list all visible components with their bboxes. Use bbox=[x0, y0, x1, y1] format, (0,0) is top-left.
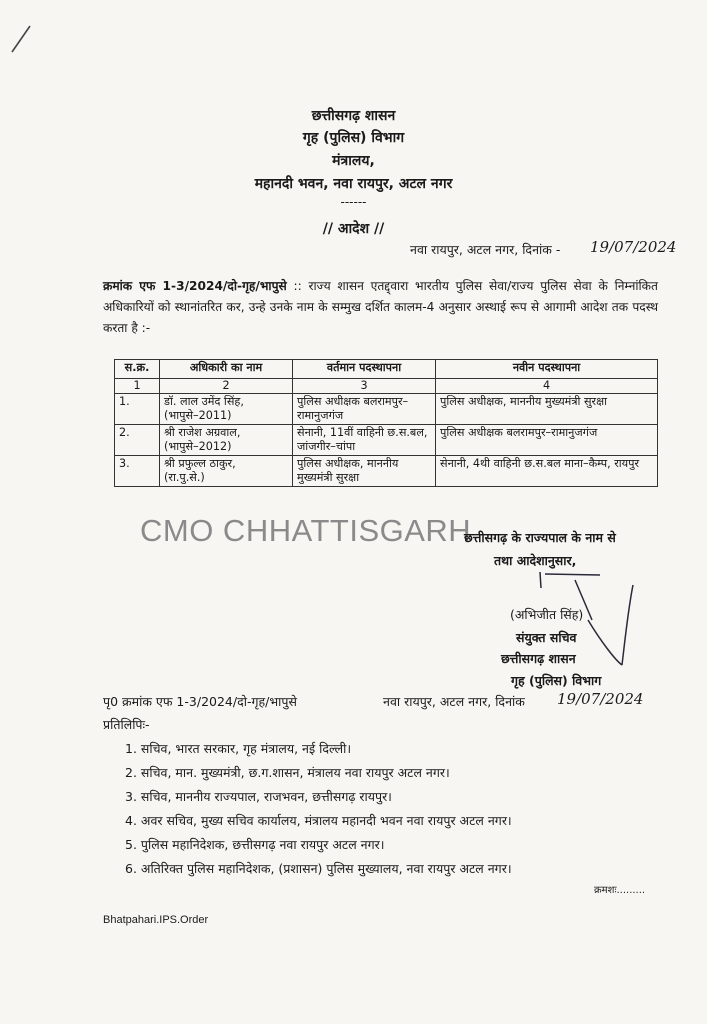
endorsement-ref: पृ0 क्रमांक एफ 1-3/2024/दो-गृह/भापुसे bbox=[103, 694, 297, 709]
list-item: 1. सचिव, भारत सरकार, गृह मंत्रालय, नई दिल्ली। bbox=[125, 741, 352, 756]
header-govt: छत्तीसगढ़ शासन bbox=[311, 108, 396, 124]
officer-name: डॉ. लाल उमेंद सिंह, bbox=[164, 395, 244, 408]
list-item: 6. अतिरिक्त पुलिस महानिदेशक, (प्रशासन) पुलिस मुख्यालय, नवा रायपुर अटल नगर। bbox=[125, 861, 512, 876]
list-item: 4. अवर सचिव, मुख्य सचिव कार्यालय, मंत्रालय महानदी भवन नवा रायपुर अटल नगर। bbox=[125, 813, 512, 828]
col-header-officer: अधिकारी का नाम bbox=[160, 360, 293, 379]
col-header-new: नवीन पदस्थापना bbox=[436, 360, 658, 379]
handwritten-date: 19/07/2024 bbox=[590, 238, 677, 256]
officer-name: श्री प्रफुल्ल ठाकुर, bbox=[164, 457, 236, 470]
header-address: महानदी भवन, नवा रायपुर, अटल नगर bbox=[254, 176, 453, 192]
col-header-sr: स.क्र. bbox=[115, 360, 160, 379]
header-divider: ------ bbox=[340, 195, 367, 209]
current-posting: पुलिस अधीक्षक बलरामपुर–रामानुजगंज bbox=[293, 394, 436, 425]
col-number: 1 bbox=[115, 379, 160, 394]
order-title: // आदेश // bbox=[322, 221, 385, 237]
new-posting: पुलिस अधीक्षक बलरामपुर–रामानुजगंज bbox=[436, 425, 658, 456]
continued-marker: क्रमशः......... bbox=[594, 885, 646, 896]
authority-line-2: तथा आदेशानुसार, bbox=[494, 553, 577, 568]
watermark: CMO CHHATTISGARH bbox=[140, 513, 472, 548]
list-item: 2. सचिव, मान. मुख्यमंत्री, छ.ग.शासन, मंत्रालय नवा रायपुर अटल नगर। bbox=[125, 765, 450, 780]
col-number: 2 bbox=[160, 379, 293, 394]
signatory-dept: गृह (पुलिस) विभाग bbox=[511, 673, 602, 688]
officer-name: श्री राजेश अग्रवाल, bbox=[164, 426, 241, 439]
signatory-govt: छत्तीसगढ़ शासन bbox=[501, 651, 576, 666]
list-item: 3. सचिव, माननीय राज्यपाल, राजभवन, छत्तीसगढ़ रायपुर। bbox=[125, 789, 392, 804]
col-number: 4 bbox=[436, 379, 658, 394]
current-posting: सेनानी, 11वीं वाहिनी छ.स.बल, जांजगीर–चांपा bbox=[293, 425, 436, 456]
officer-service: (भापुसे–2011) bbox=[164, 409, 232, 422]
row-sr: 2. bbox=[115, 425, 160, 456]
officer-service: (रा.पु.से.) bbox=[164, 471, 205, 484]
signatory-designation: संयुक्त सचिव bbox=[516, 630, 577, 645]
new-posting: पुलिस अधीक्षक, माननीय मुख्यमंत्री सुरक्षा bbox=[436, 394, 658, 425]
authority-line-1: छत्तीसगढ़ के राज्यपाल के नाम से bbox=[464, 530, 616, 545]
endorsement-place-date: नवा रायपुर, अटल नगर, दिनांक bbox=[383, 694, 525, 709]
order-ref-number: क्रमांक एफ 1-3/2024/दो-गृह/भापुसे bbox=[103, 279, 287, 293]
header-dept: गृह (पुलिस) विभाग bbox=[302, 130, 405, 146]
col-header-current: वर्तमान पदस्थापना bbox=[293, 360, 436, 379]
new-posting: सेनानी, 4थी वाहिनी छ.स.बल माना–कैम्प, रायपुर bbox=[436, 456, 658, 487]
current-posting: पुलिस अधीक्षक, माननीय मुख्यमंत्री सुरक्षा bbox=[293, 456, 436, 487]
copy-to-label: प्रतिलिपिः- bbox=[103, 717, 150, 732]
order-body: :: राज्य शासन एतद्द्वारा भारतीय पुलिस सेवा/राज्य पुलिस सेवा के निम्नांकित अधिकारियों को स्थानांतरित कर, उन्हे उनके नाम के सम्मुख दर्शित कालम-4 अनुसार अस्थाई रूप से आगामी आदेश तक पदस्थ करता है :- bbox=[103, 279, 658, 335]
col-number: 3 bbox=[293, 379, 436, 394]
row-sr: 3. bbox=[115, 456, 160, 487]
footer-filename: Bhatpahari.IPS.Order bbox=[103, 914, 209, 926]
signatory-name: (अभिजीत सिंह) bbox=[510, 607, 584, 622]
endorsement-handwritten-date: 19/07/2024 bbox=[557, 690, 644, 708]
row-sr: 1. bbox=[115, 394, 160, 425]
copy-list bbox=[125, 740, 595, 884]
dateline-text: नवा रायपुर, अटल नगर, दिनांक - bbox=[410, 242, 561, 257]
header-ministry: मंत्रालय, bbox=[332, 153, 375, 169]
list-item: 5. पुलिस महानिदेशक, छत्तीसगढ़ नवा रायपुर अटल नगर। bbox=[125, 837, 385, 852]
officer-service: (भापुसे–2012) bbox=[164, 440, 232, 453]
